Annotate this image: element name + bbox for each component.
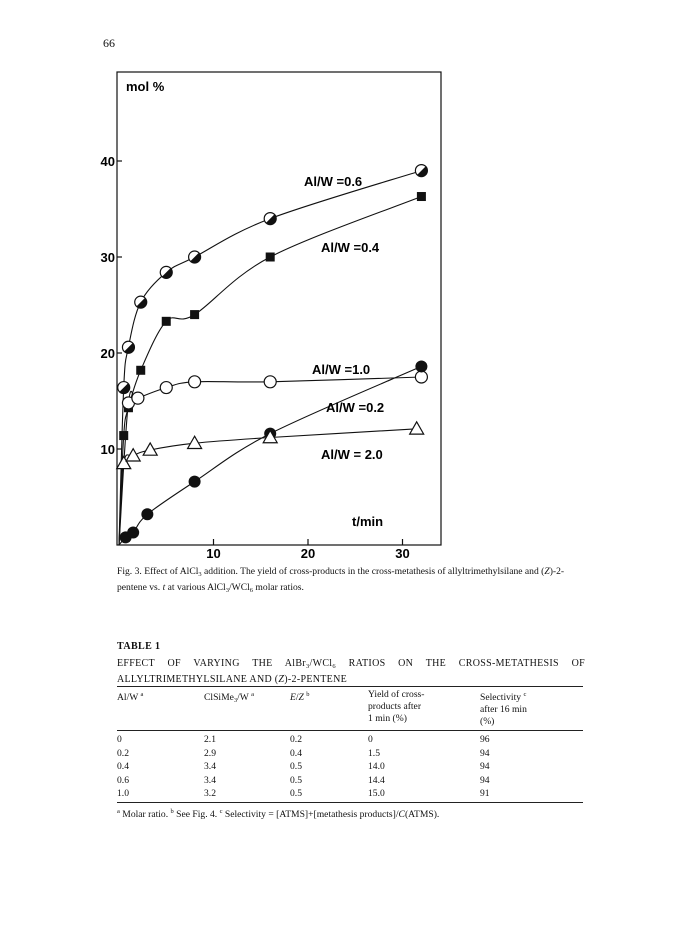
- marker-filled-circle: [189, 476, 201, 488]
- y-tick-label: 40: [100, 154, 115, 169]
- caption-label: Fig. 3.: [117, 566, 142, 577]
- table-footnote: $^a$ Molar ratio. $^b$ See Fig. 4. $^c$ Selectivity = [ATMS]+[metathesis products]/C(ATMS).: [117, 808, 440, 820]
- table-cell: 15.0: [368, 788, 385, 799]
- plot-frame: [117, 72, 441, 545]
- table-cell: 91: [480, 788, 490, 799]
- marker-open-circle: [415, 371, 427, 383]
- marker-half-filled-circle: [189, 251, 201, 263]
- marker-filled-square: [162, 317, 171, 326]
- header-selectivity: Selectivity $^c$ after 16 min (%): [480, 691, 527, 727]
- marker-filled-square: [266, 253, 275, 262]
- table-cell: 0.4: [290, 747, 302, 759]
- header-clsime3-w: ClSiMe$_3$/W $^a$: [204, 691, 254, 704]
- series-label: Al/W =1.0: [312, 362, 371, 377]
- table-cell: 1.0: [117, 788, 129, 799]
- table-bottom-rule: [117, 802, 583, 803]
- table-cell: 3.4: [204, 761, 216, 772]
- y-axis-label: mol %: [126, 79, 165, 94]
- table-cell: 2.9: [204, 747, 216, 759]
- table-cell: 0.2: [117, 747, 129, 759]
- marker-half-filled-circle: [135, 296, 147, 308]
- x-tick-label: 20: [300, 546, 316, 560]
- header-al-w: Al/W $^a$: [117, 691, 144, 703]
- marker-filled-square: [119, 431, 128, 440]
- y-tick-label: 20: [100, 346, 115, 361]
- table-cell: 3.2: [204, 788, 216, 799]
- page-number: 66: [103, 36, 115, 50]
- marker-filled-square: [190, 310, 199, 319]
- table-cell: 0: [368, 734, 373, 745]
- header-yield: Yield of cross- products after 1 min (%): [368, 689, 425, 724]
- marker-filled-circle: [141, 508, 153, 520]
- table-cell: 0.2: [290, 734, 302, 745]
- table-cell: 0.6: [117, 774, 129, 786]
- marker-open-circle: [132, 392, 144, 404]
- marker-half-filled-circle: [118, 382, 130, 394]
- table-cell: 2.1: [204, 734, 216, 745]
- table-cell: 94: [480, 747, 490, 759]
- header-e-z: E/Z $^b$: [290, 691, 310, 703]
- series-label: Al/W = 2.0: [321, 447, 383, 462]
- table-cell: 0.5: [290, 788, 302, 799]
- table-cell: 0.5: [290, 761, 302, 772]
- series-label: Al/W =0.2: [326, 400, 385, 415]
- marker-open-circle: [160, 382, 172, 394]
- table-cell: 14.0: [368, 761, 385, 772]
- table-cell: 1.5: [368, 747, 380, 759]
- marker-filled-square: [417, 192, 426, 201]
- y-tick-label: 10: [100, 442, 115, 457]
- marker-half-filled-circle: [122, 341, 134, 353]
- table-cell: 94: [480, 761, 490, 772]
- marker-half-filled-circle: [415, 165, 427, 177]
- marker-half-filled-circle: [160, 266, 172, 278]
- marker-filled-circle: [415, 360, 427, 372]
- table-cell: 0.4: [117, 761, 129, 772]
- table-cell: 94: [480, 774, 490, 786]
- table-cell: 0: [117, 734, 122, 745]
- series-label: Al/W =0.6: [304, 174, 363, 189]
- marker-open-circle: [264, 376, 276, 388]
- table-cell: 96: [480, 734, 490, 745]
- x-axis-label: t/min: [352, 514, 384, 529]
- x-tick-label: 10: [206, 546, 221, 560]
- caption-text: Effect of AlCl$_3$ addition. The yield of cross-products in the cross-metathesis of allyltrimethylsilane and (Z)-2-pentene vs. t at various AlCl$_3$/WCl$_6$ molar ratios.: [117, 566, 565, 594]
- marker-open-circle: [189, 376, 201, 388]
- y-tick-label: 30: [100, 250, 115, 265]
- table-label: TABLE 1: [117, 641, 161, 652]
- table-header-rule: [117, 730, 583, 731]
- x-tick-label: 30: [395, 546, 410, 560]
- series-curve: [119, 171, 421, 545]
- marker-half-filled-circle: [264, 213, 276, 225]
- table-title: EFFECT OF VARYING THE AlBr$_3$/WCl$_6$ RATIOS ON THE CROSS-METATHESIS OF ALLYLTRIMETHYLSILANE AND (Z)-2-PENTENE: [117, 658, 585, 685]
- figure-caption: [117, 565, 587, 597]
- marker-open-triangle: [410, 422, 424, 434]
- table-cell: 0.5: [290, 774, 302, 786]
- marker-filled-circle: [127, 527, 139, 539]
- series-label: Al/W =0.4: [321, 240, 380, 255]
- table-cell: 3.4: [204, 774, 216, 786]
- table-cell: 14.4: [368, 774, 385, 786]
- table-top-rule: [117, 686, 583, 687]
- marker-filled-square: [136, 366, 145, 375]
